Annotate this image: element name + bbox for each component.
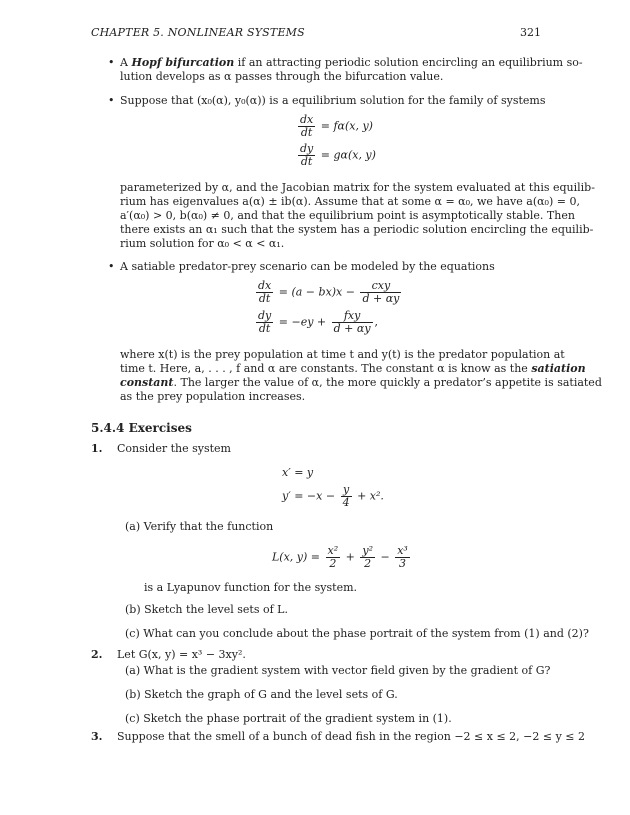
bullet-dot: •: [108, 94, 115, 107]
exercise-2a: (a) What is the gradient system with vector field given by the gradient of G?: [125, 664, 551, 677]
hopf-line-2: lution develops as α passes through the bifurcation value.: [120, 70, 444, 83]
suppose-para-line: rium solution for α₀ < α < α₁.: [120, 237, 285, 250]
exercise-1a: (a) Verify that the function: [125, 520, 274, 533]
suppose-para-line: a′(α₀) > 0, b(α₀) ≠ 0, and that the equilibrium point is asymptotically stable. Then: [120, 209, 575, 222]
predator-para-line: as the prey population increases.: [120, 390, 306, 403]
exercise-1a-continued: is a Lyapunov function for the system.: [144, 581, 358, 594]
suppose-para-line: parameterized by α, and the Jacobian matrix for the system evaluated at this equilib-: [120, 181, 595, 194]
predator-para-line: where x(t) is the prey population at time t and y(t) is the predator population at: [120, 348, 565, 361]
bullet-dot: •: [108, 260, 115, 273]
exercise-1-system-x: x′ = y: [282, 466, 314, 479]
equation-predator-dx: $\frac{dx}{dt}$ = (a − bx)x − $\frac{\text{cxy}}{d + \alpha y}$: [258, 279, 400, 305]
suppose-para-line: rium has eigenvalues a(α) ± ib(α). Assume that at some α = α₀, we have a(α₀) = 0,: [120, 195, 580, 208]
exercise-1b: (b) Sketch the level sets of L.: [125, 603, 288, 616]
lyapunov-function: L(x, y) = $\frac{\text{x²}}{2}$ + $\frac{\text{y²}}{2}$ − $\frac{\text{x³}}{3}$: [272, 544, 408, 570]
equation-dydt-g: $\frac{dy}{dt}$ = gα(x, y): [300, 142, 376, 168]
exercise-2-intro: Let G(x, y) = x³ − 3xy².: [117, 648, 246, 661]
constant-term: constant: [120, 376, 174, 389]
satiation-term: satiation: [531, 362, 586, 375]
exercise-1c: (c) What can you conclude about the phase portrait of the system from (1) and (2)?: [125, 627, 589, 640]
exercise-2b: (b) Sketch the graph of G and the level sets of G.: [125, 688, 398, 701]
exercise-1-system-y: y′ = −x − $\frac{y}{4}$ + x².: [282, 483, 384, 509]
suppose-para-line: there exists an α₁ such that the system has a periodic solution encircling the equilib-: [120, 223, 594, 236]
exercise-number: 2.: [91, 648, 103, 661]
predator-line-1: A satiable predator-prey scenario can be modeled by the equations: [120, 260, 495, 273]
hopf-term: Hopf bifurcation: [131, 56, 235, 69]
bullet-dot: •: [108, 56, 115, 69]
exercise-2c: (c) Sketch the phase portrait of the gradient system in (1).: [125, 712, 452, 725]
predator-para-line: constant. The larger the value of α, the more quickly a predator’s appetite is satiated: [120, 376, 602, 389]
exercise-number: 3.: [91, 730, 103, 743]
equation-dxdt-f: $\frac{dx}{dt}$ = fα(x, y): [300, 113, 373, 139]
exercise-1-intro: Consider the system: [117, 442, 231, 455]
predator-para-line: time t. Here, a, . . . , f and α are constants. The constant α is know as the satiation: [120, 362, 586, 375]
section-heading: 5.4.4 Exercises: [91, 421, 192, 435]
page-number: 321: [520, 26, 541, 39]
equation-predator-dy: $\frac{dy}{dt}$ = −ey + $\frac{\text{fxy}}{d + \alpha y}$ ,: [258, 309, 379, 335]
exercise-number: 1.: [91, 442, 103, 455]
suppose-line-1: Suppose that (x₀(α), y₀(α)) is a equilibrium solution for the family of systems: [120, 94, 546, 107]
hopf-line-1: A Hopf bifurcation if an attracting periodic solution encircling an equilibrium so-: [120, 56, 583, 69]
running-header-chapter: CHAPTER 5. NONLINEAR SYSTEMS: [91, 26, 305, 39]
exercise-3-intro: Suppose that the smell of a bunch of dead fish in the region −2 ≤ x ≤ 2, −2 ≤ y ≤ 2: [117, 730, 586, 743]
